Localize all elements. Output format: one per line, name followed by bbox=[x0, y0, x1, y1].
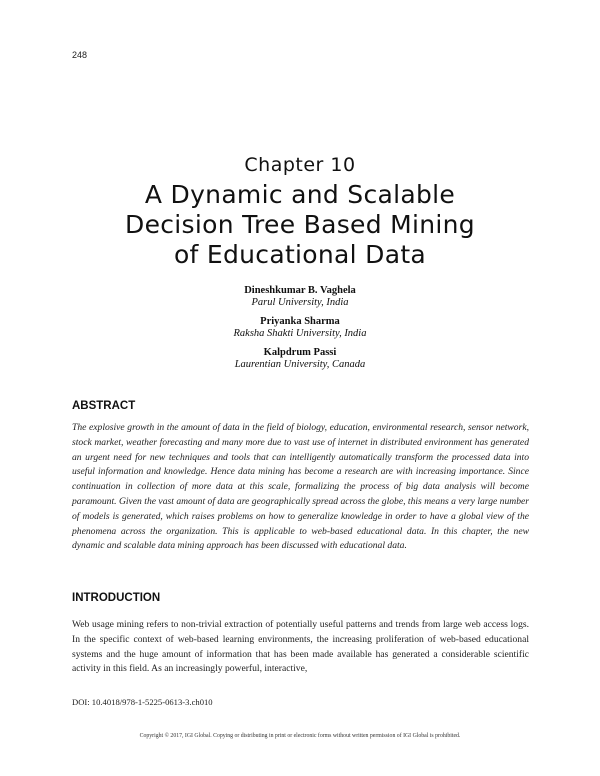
chapter-label: Chapter 10 bbox=[244, 154, 356, 176]
author-name: Priyanka Sharma bbox=[260, 316, 340, 327]
chapter-title-line: of Educational Data bbox=[173, 240, 427, 269]
introduction-text: Web usage mining refers to non-trivial extraction of potentially useful patterns and trends from large web access logs. In the specific context of web-based learning environments, the increasing proliferation of web-based educational systems and the huge amount of information that has been made available has generated a considerable scientific activity in this field. As an increasingly powerful, interactive, bbox=[72, 619, 529, 675]
abstract-heading: ABSTRACT bbox=[72, 400, 136, 412]
chapter-title bbox=[60, 180, 540, 270]
author-block bbox=[0, 316, 600, 340]
author-name: Dineshkumar B. Vaghela bbox=[244, 285, 356, 296]
author-list bbox=[0, 285, 600, 378]
abstract-text: The explosive growth in the amount of data in the field of biology, education, environmental research, sensor network, stock market, weather forecasting and many more due to vast use of internet in distributed environment has generated an urgent need for new techniques and tools that can intelligently automatically transform the processed data into useful information and knowledge. Hence data mining has become a research are with increasing importance. Since continuation in collection of more data at this scale, formalizing the process of big data analysis will become paramount. Given the vast amount of data are geographically spread across the globe, this means a very large number of models is generated, which raises problems on how to generalize knowledge in order to have a global view of the phenomena across the organization. This is applicable to web-based educational data. In this chapter, the new dynamic and scalable data mining approach has been discussed with educational data. bbox=[72, 422, 529, 552]
chapter-title-line: A Dynamic and Scalable bbox=[144, 180, 456, 209]
chapter-title-line: Decision Tree Based Mining bbox=[125, 210, 475, 239]
copyright-notice: Copyright © 2017, IGI Global. Copying or distributing in print or electronic forms without written permission of IGI Global is prohibited. bbox=[139, 733, 461, 739]
author-affiliation: Parul University, India bbox=[251, 297, 349, 308]
introduction-heading: INTRODUCTION bbox=[72, 592, 161, 604]
page-number: 248 bbox=[72, 50, 88, 60]
author-block bbox=[0, 285, 600, 309]
author-affiliation: Raksha Shakti University, India bbox=[233, 328, 367, 339]
doi-line: DOI: 10.4018/978-1-5225-0613-3.ch010 bbox=[72, 697, 213, 707]
author-block bbox=[0, 347, 600, 371]
author-affiliation: Laurentian University, Canada bbox=[234, 359, 366, 370]
author-name: Kalpdrum Passi bbox=[263, 347, 337, 358]
